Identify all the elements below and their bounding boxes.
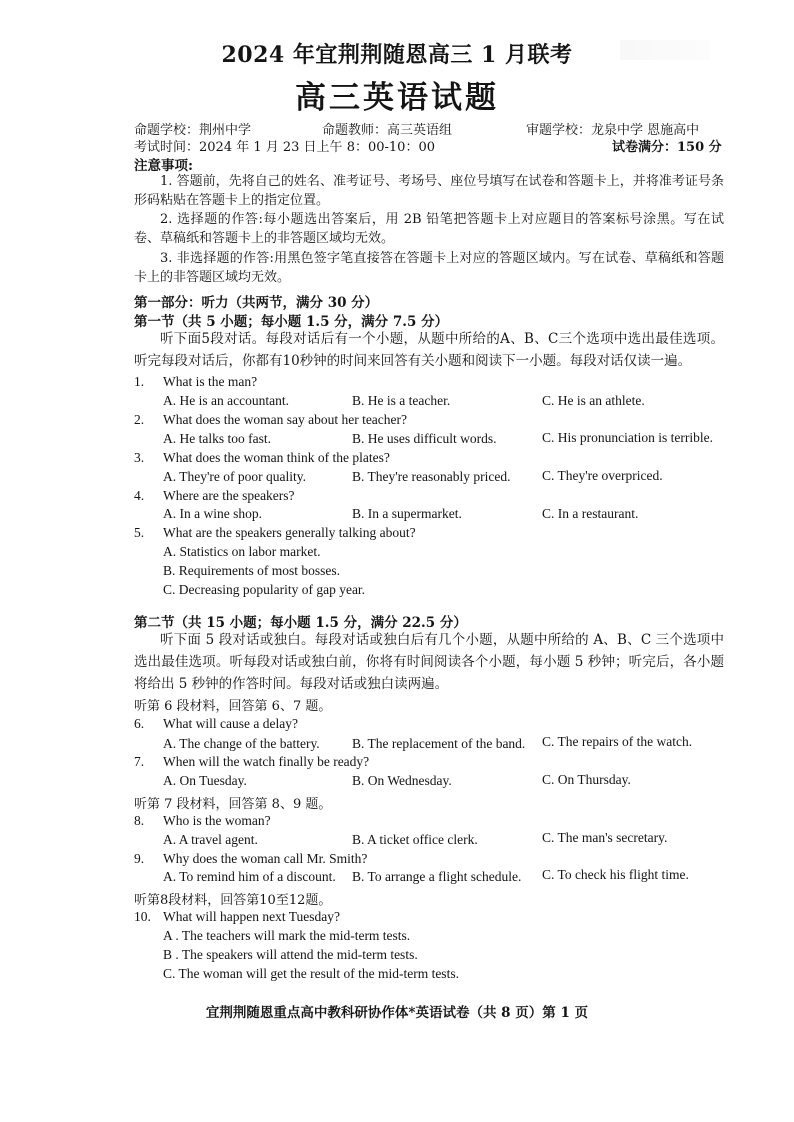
proposer-school: 命题学校：荆州中学 bbox=[134, 123, 252, 138]
section2-intro: 听下面 5 段对话或独白。每段对话或独白后有几个小题，从题中所给的 A、B、C 三个选项中选出最佳选项。听每段对话或独白前，你将有时间阅读各个小题，每小题 5 秒钟；听完后，各小题将给出 5 秒钟的作答时间。每段对话或独白读两遍。 bbox=[134, 632, 724, 692]
question-number: 9. bbox=[134, 851, 145, 866]
notice-heading: 注意事项: bbox=[134, 158, 193, 174]
option-c: C. Decreasing popularity of gap year. bbox=[163, 582, 366, 597]
material-7-note: 听第 7 段材料，回答第 8、9 题。 bbox=[134, 797, 332, 812]
option-c: C. The woman will get the result of the mid-term tests. bbox=[163, 966, 459, 981]
option-a: A . The teachers will mark the mid-term tests. bbox=[163, 928, 411, 943]
question-number: 5. bbox=[134, 525, 145, 540]
option-c: C. In a restaurant. bbox=[542, 506, 639, 521]
question-number: 8. bbox=[134, 813, 145, 828]
question-text: When will the watch finally be ready? bbox=[163, 754, 370, 769]
option-c: C. On Thursday. bbox=[542, 772, 631, 787]
option-b: B. A ticket office clerk. bbox=[352, 832, 478, 847]
notice-item-3: 3. 非选择题的作答:用黑色签字笔直接答在答题卡上对应的答题区域内。写在试卷、草稿纸和答题卡上的非答题区域均无效。 bbox=[134, 251, 724, 285]
section1-heading: 第一节（共 5 小题；每小题 1.5 分，满分 7.5 分） bbox=[134, 314, 449, 330]
question-text: What are the speakers generally talking about? bbox=[163, 525, 416, 540]
section1-intro: 听下面5段对话。每段对话后有一个小题，从题中所给的A、B、C三个选项中选出最佳选项。听完每段对话后，你都有10秒钟的时间来回答有关小题和阅读下一小题。每段对话仅读一遍。 bbox=[134, 331, 724, 369]
question-text: What does the woman think of the plates? bbox=[163, 450, 390, 465]
option-a: A. He talks too fast. bbox=[163, 431, 271, 446]
question-text: What does the woman say about her teacher? bbox=[163, 412, 408, 427]
option-c: C. His pronunciation is terrible. bbox=[542, 430, 713, 445]
material-8-note: 听第8段材料，回答第10至12题。 bbox=[134, 893, 332, 908]
option-b: B. He uses difficult words. bbox=[352, 431, 497, 446]
option-c: C. The repairs of the watch. bbox=[542, 734, 693, 749]
question-number: 6. bbox=[134, 716, 145, 731]
option-a: A. In a wine shop. bbox=[163, 506, 262, 521]
proposer-teacher: 命题教师：高三英语组 bbox=[322, 123, 453, 138]
option-c: C. They're overpriced. bbox=[542, 468, 663, 483]
exam-title: 2024 年宜荆荆随恩高三 1 月联考 bbox=[221, 42, 573, 68]
full-score: 试卷满分：150 分 bbox=[612, 140, 722, 155]
question-text: What will happen next Tuesday? bbox=[163, 909, 340, 924]
question-text: What is the man? bbox=[163, 374, 258, 389]
option-b: B. He is a teacher. bbox=[352, 393, 451, 408]
option-c: C. To check his flight time. bbox=[542, 867, 689, 882]
option-a: A. On Tuesday. bbox=[163, 773, 247, 788]
option-b: B. They're reasonably priced. bbox=[352, 469, 511, 484]
part1-heading: 第一部分：听力（共两节，满分 30 分） bbox=[134, 295, 379, 311]
question-text: Where are the speakers? bbox=[163, 488, 295, 503]
option-b: B . The speakers will attend the mid-term tests. bbox=[163, 947, 418, 962]
page-footer: 宜荆荆随恩重点高中教科研协作体*英语试卷（共 8 页）第 1 页 bbox=[205, 1005, 589, 1021]
exam-time: 考试时间：2024 年 1 月 23 日上午 8：00-10：00 bbox=[134, 140, 435, 155]
question-number: 7. bbox=[134, 754, 145, 769]
option-b: B. Requirements of most bosses. bbox=[163, 563, 340, 578]
option-b: B. The replacement of the band. bbox=[352, 736, 526, 751]
option-a: A. They're of poor quality. bbox=[163, 469, 307, 484]
question-number: 10. bbox=[134, 909, 151, 924]
question-text: What will cause a delay? bbox=[163, 716, 298, 731]
option-a: A. A travel agent. bbox=[163, 832, 258, 847]
question-text: Who is the woman? bbox=[163, 813, 271, 828]
option-c: C. He is an athlete. bbox=[542, 393, 645, 408]
option-c: C. The man's secretary. bbox=[542, 830, 668, 845]
option-a: A. Statistics on labor market. bbox=[163, 544, 321, 559]
material-6-note: 听第 6 段材料，回答第 6、7 题。 bbox=[134, 699, 332, 714]
notice-item-1: 1. 答题前，先将自己的姓名、准考证号、考场号、座位号填写在试卷和答题卡上，并将准考证号条形码粘贴在答题卡上的指定位置。 bbox=[134, 174, 724, 208]
question-text: Why does the woman call Mr. Smith? bbox=[163, 851, 368, 866]
reviewer-school: 审题学校：龙泉中学 恩施高中 bbox=[526, 123, 700, 138]
question-number: 1. bbox=[134, 374, 145, 389]
option-a: A. The change of the battery. bbox=[163, 736, 320, 751]
option-a: A. He is an accountant. bbox=[163, 393, 289, 408]
notice-item-2: 2. 选择题的作答:每小题选出答案后，用 2B 铅笔把答题卡上对应题目的答案标号涂黑。写在试卷、草稿纸和答题卡上的非答题区域均无效。 bbox=[134, 212, 724, 246]
option-b: B. On Wednesday. bbox=[352, 773, 452, 788]
question-number: 2. bbox=[134, 412, 145, 427]
option-b: B. In a supermarket. bbox=[352, 506, 462, 521]
question-number: 3. bbox=[134, 450, 145, 465]
section2-heading: 第二节（共 15 小题；每小题 1.5 分，满分 22.5 分） bbox=[134, 615, 467, 631]
option-a: A. To remind him of a discount. bbox=[163, 869, 336, 884]
option-b: B. To arrange a flight schedule. bbox=[352, 869, 522, 884]
question-number: 4. bbox=[134, 488, 145, 503]
exam-subtitle: 高三英语试题 bbox=[295, 80, 499, 116]
